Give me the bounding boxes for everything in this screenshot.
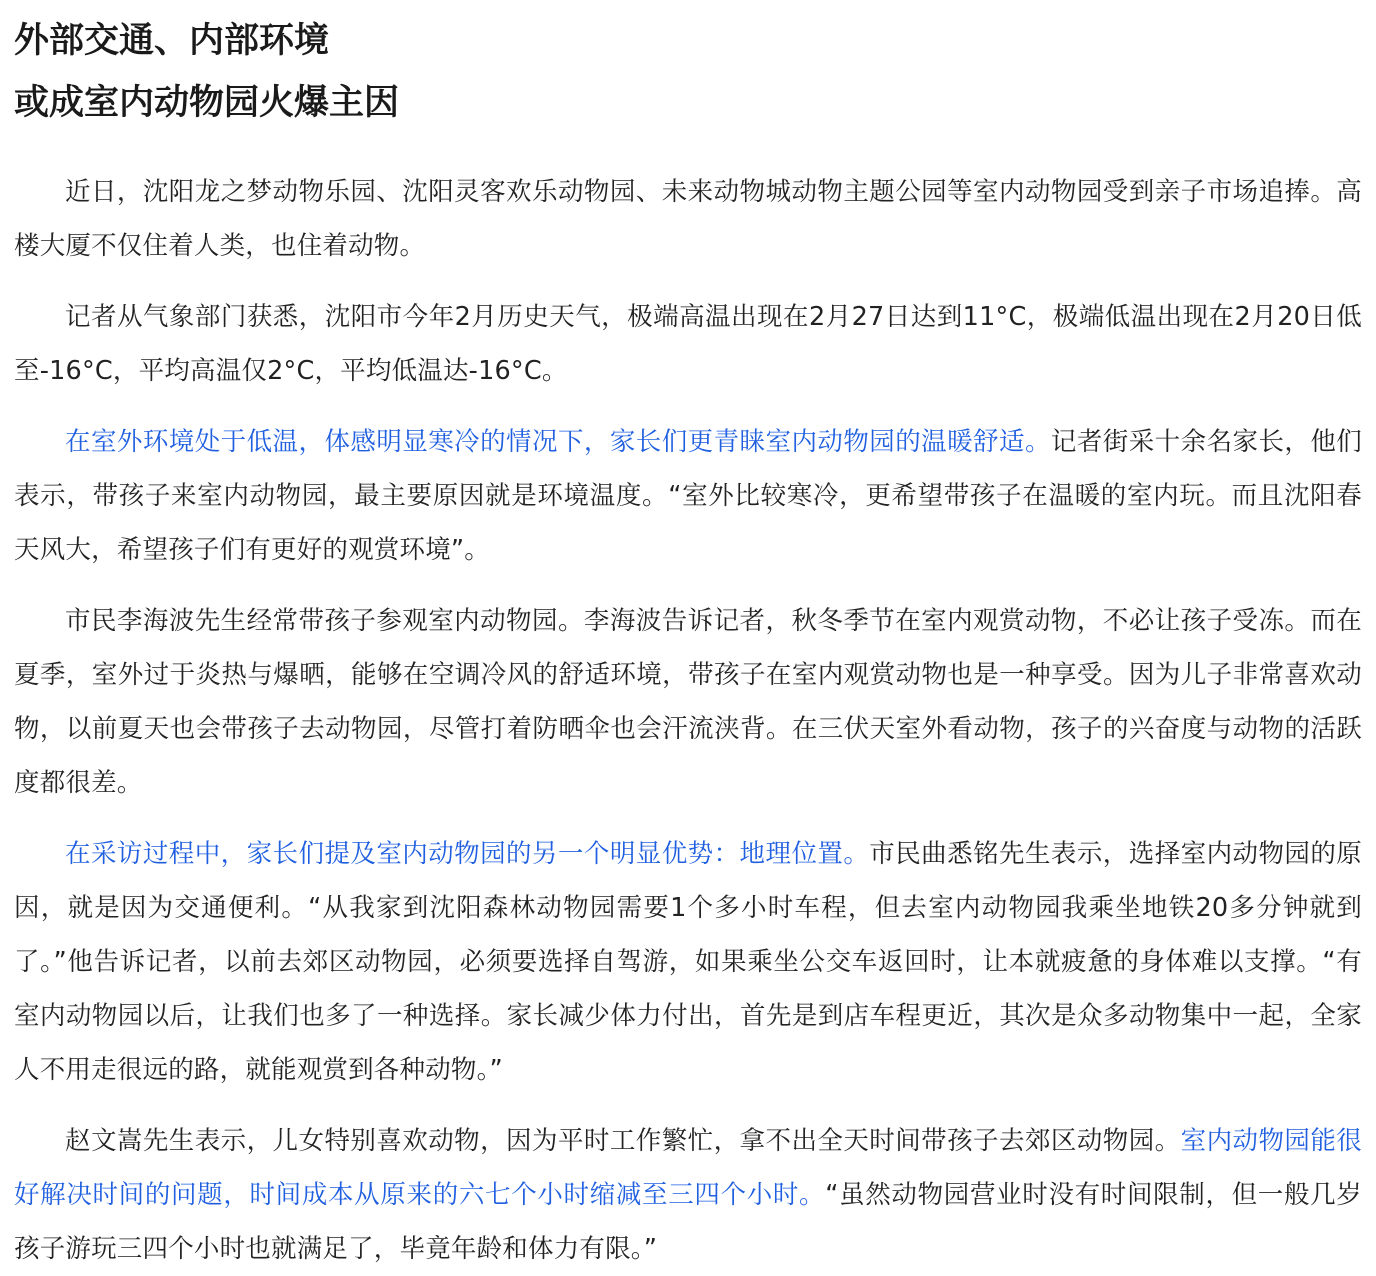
headline-line-1: 外部交通、内部环境 [14,21,330,61]
headline-line-2: 或成室内动物园火爆主因 [14,83,400,123]
paragraph-2-text: 记者从气象部门获悉，沈阳市今年2月历史天气，极端高温出现在2月27日达到11°C，极端低温出现在2月20日低至-16°C，平均高温仅2°C，平均低温达-16°C。 [14,302,1362,386]
article-body [14,165,1362,1276]
paragraph-3 [14,415,1362,577]
paragraph-2 [14,290,1362,398]
paragraph-3-highlight: 在室外环境处于低温，体感明显寒冷的情况下，家长们更青睐室内动物园的温暖舒适。 [65,427,1051,457]
paragraph-5-text: 市民曲悉铭先生表示，选择室内动物园的原因，就是因为交通便利。“从我家到沈阳森林动物园需要1个多小时车程，但去室内动物园我乘坐地铁20多分钟就到了。”他告诉记者，以前去郊区动物园，必须要选择自驾游，如果乘坐公交车返回时，让本就疲惫的身体难以支撑。“有室内动物园以后，让我们也多了一种选择。家长减少体力付出，首先是到店车程更近，其次是众多动物集中一起，全家人不用走很远的路，就能观赏到各种动物。” [14,839,1363,1085]
paragraph-4-text: 市民李海波先生经常带孩子参观室内动物园。李海波告诉记者，秋冬季节在室内观赏动物，不必让孩子受冻。而在夏季，室外过于炎热与爆晒，能够在空调冷风的舒适环境，带孩子在室内观赏动物也是一种享受。因为儿子非常喜欢动物，以前夏天也会带孩子去动物园，尽管打着防晒伞也会汗流浃背。在三伏天室外看动物，孩子的兴奋度与动物的活跃度都很差。 [14,606,1362,798]
paragraph-6-text: 赵文嵩先生表示，儿女特别喜欢动物，因为平时工作繁忙，拿不出全天时间带孩子去郊区动物园。 [65,1126,1181,1156]
paragraph-5-highlight: 在采访过程中，家长们提及室内动物园的另一个明显优势：地理位置。 [65,839,870,869]
paragraph-4 [14,594,1362,810]
paragraph-1 [14,165,1362,273]
paragraph-5 [14,827,1362,1097]
headline [14,10,1362,134]
paragraph-1-text: 近日，沈阳龙之梦动物乐园、沈阳灵客欢乐动物园、未来动物城动物主题公园等室内动物园受到亲子市场追捧。高楼大厦不仅住着人类，也住着动物。 [14,177,1362,261]
paragraph-6-text-2: “虽然动物园营业时没有时间限制，但一般几岁孩子游玩三四个小时也就满足了，毕竟年龄和体力有限。” [14,1180,1362,1264]
paragraph-6 [14,1114,1362,1276]
paragraph-6-highlight-2: 室内动物园能很好解决时间的问题，时间成本从原来的六七个小时缩减至三四个小时。 [14,1126,1362,1210]
paragraph-3-text: 记者街采十余名家长，他们表示，带孩子来室内动物园，最主要原因就是环境温度。“室外比较寒冷，更希望带孩子在温暖的室内玩。而且沈阳春天风大，希望孩子们有更好的观赏环境”。 [14,427,1362,565]
